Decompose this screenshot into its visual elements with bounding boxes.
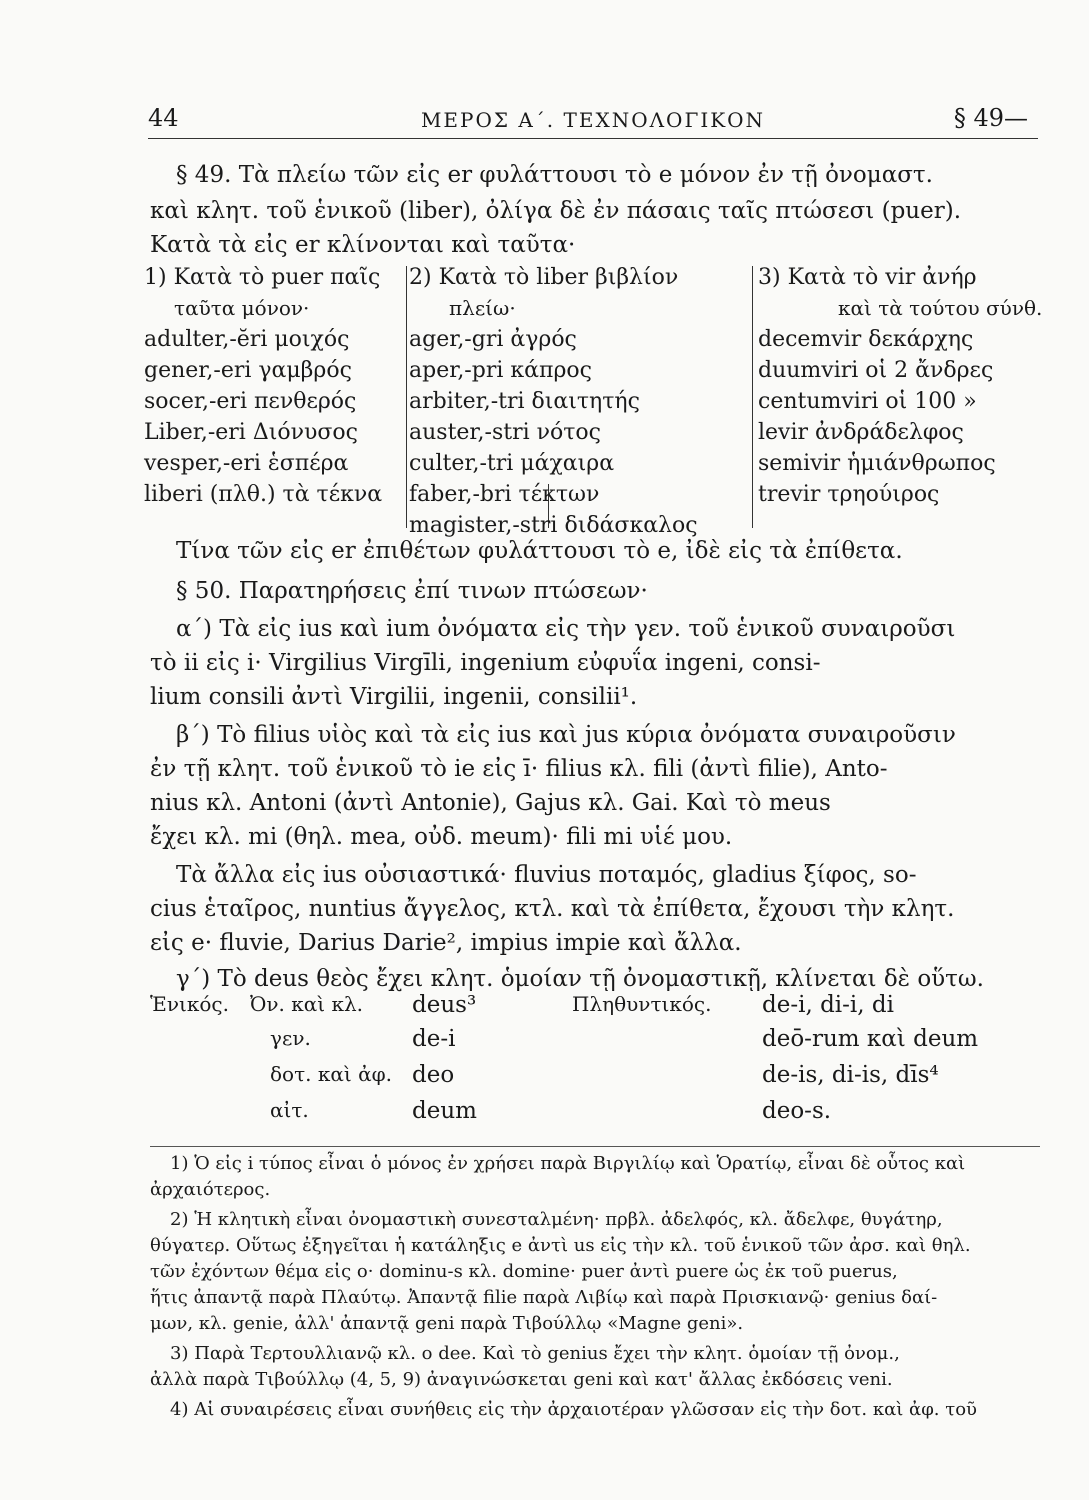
case-label: Ὀν. καὶ κλ. bbox=[250, 992, 364, 1016]
deus-declension bbox=[150, 992, 1050, 1132]
para50-b-line1: β΄) Τὸ filius υἱὸς καὶ τὰ εἰς ius καὶ jus κύρια ὀνόματα συναιροῦσιν bbox=[176, 722, 956, 748]
para49-line3: Κατὰ τὰ εἰς er κλίνονται καὶ ταῦτα· bbox=[150, 232, 576, 258]
plural-form: deo-s. bbox=[762, 1098, 832, 1124]
para50-b-line7: εἰς e· fluvie, Darius Darie², impius impie καὶ ἄλλα. bbox=[150, 930, 742, 956]
footnote-rule bbox=[150, 1146, 1040, 1147]
footnote-2-cont: θύγατερ. Οὕτως ἐξηγεῖται ἡ κατάληξις e ἀντὶ us εἰς τὴν κλ. τοῦ ἑνικοῦ τῶν ἀρσ. καὶ θηλ. bbox=[150, 1235, 971, 1256]
para50-b-line5: Τὰ ἄλλα εἰς ius οὐσιαστικά· fluvius ποταμός, gladius ξίφος, so- bbox=[176, 862, 917, 888]
footnote-3-cont: ἀλλὰ παρὰ Τιβούλλῳ (4, 5, 9) ἀναγινώσκεται geni καὶ κατ' ἄλλας ἐκδόσεις veni. bbox=[150, 1369, 893, 1390]
footnote-2-cont: ἥτις ἀπαντᾷ παρὰ Πλαύτῳ. Ἀπαντᾷ filie παρὰ Λιβίῳ καὶ παρὰ Πρισκιανῷ· genius δαί- bbox=[150, 1287, 938, 1308]
column-subheading: ταῦτα μόνον· bbox=[174, 296, 310, 320]
plural-form: de-is, di-is, dīs⁴ bbox=[762, 1062, 939, 1088]
declension-table-er bbox=[144, 262, 1044, 538]
table-row: Liber,-eri Διόνυσος bbox=[144, 420, 358, 445]
column-heading: 1) Κατὰ τὸ puer παῖς bbox=[144, 265, 381, 290]
table-row: adulter,-ĕri μοιχός bbox=[144, 327, 350, 352]
plural-form: de-i, di-i, di bbox=[762, 992, 894, 1018]
table-row: decemvir δεκάρχης bbox=[758, 327, 974, 352]
table-vertical-rule bbox=[406, 266, 407, 528]
case-label: γεν. bbox=[270, 1026, 311, 1050]
singular-form: deum bbox=[412, 1098, 477, 1124]
para50-b-line6: cius ἑταῖρος, nuntius ἄγγελος, κτλ. καὶ τὰ ἐπίθετα, ἔχουσι τὴν κλητ. bbox=[150, 896, 955, 922]
para50-c-line1: γ΄) Τὸ deus θεὸς ἔχει κλητ. ὁμοίαν τῇ ὀνομαστικῇ, κλίνεται δὲ οὕτω. bbox=[176, 966, 984, 992]
column-subheading: καὶ τὰ τούτου σύνθ. bbox=[838, 296, 1043, 320]
after-table-note: Τίνα τῶν εἰς er ἐπιθέτων φυλάττουσι τὸ e, ἰδὲ εἰς τὰ ἐπίθετα. bbox=[176, 538, 903, 564]
table-row: aper,-pri κάπρος bbox=[409, 358, 592, 383]
footnote-2-cont: μων, κλ. genie, ἀλλ' ἀπαντᾷ geni παρὰ Τιβούλλῳ «Magne geni». bbox=[150, 1313, 744, 1334]
singular-form: de-i bbox=[412, 1026, 456, 1052]
footnote-4: 4) Αἱ συναιρέσεις εἶναι συνήθεις εἰς τὴν ἀρχαιοτέραν γλῶσσαν εἰς τὴν δοτ. καὶ ἀφ. τοῦ bbox=[170, 1399, 977, 1420]
footnote-1-cont: ἀρχαιότερος. bbox=[150, 1179, 271, 1200]
plural-form: deō-rum καὶ deum bbox=[762, 1026, 979, 1052]
para50-b-line2: ἐν τῇ κλητ. τοῦ ἑνικοῦ τὸ ie εἰς ī· filius κλ. fili (ἀντὶ filie), Anto- bbox=[150, 756, 888, 782]
table-row: duumviri οἱ 2 ἄνδρες bbox=[758, 358, 994, 383]
declension-row bbox=[150, 1098, 1050, 1132]
footnote-3: 3) Παρὰ Τερτουλλιανῷ κλ. o dee. Καὶ τὸ genius ἔχει τὴν κλητ. ὁμοίαν τῇ ὀνομ., bbox=[170, 1343, 900, 1364]
singular-form: deo bbox=[412, 1062, 455, 1088]
table-column-vir bbox=[758, 262, 1048, 510]
para50-a-line1: α΄) Τὰ εἰς ius καὶ ium ὀνόματα εἰς τὴν γεν. τοῦ ἑνικοῦ συναιροῦσι bbox=[176, 616, 956, 642]
para49-line2: καὶ κλητ. τοῦ ἑνικοῦ (liber), ὀλίγα δὲ ἐν πάσαις ταῖς πτώσεσι (puer). bbox=[150, 198, 962, 224]
para50-b-line4: ἔχει κλ. mi (θηλ. mea, οὐδ. meum)· fili mi υἱέ μου. bbox=[150, 824, 733, 850]
declension-row bbox=[150, 1026, 1050, 1060]
singular-form: deus³ bbox=[412, 992, 477, 1018]
para49-line1: § 49. Τὰ πλείω τῶν εἰς er φυλάττουσι τὸ e μόνον ἐν τῇ ὀνομαστ. bbox=[176, 162, 933, 188]
page-number: 44 bbox=[148, 104, 179, 132]
para50-b-line3: nius κλ. Antoni (ἀντὶ Antonie), Gajus κλ. Gai. Καὶ τὸ meus bbox=[150, 790, 831, 816]
running-section: § 49— bbox=[953, 104, 1028, 132]
table-row: semivir ἡμιάνθρωπος bbox=[758, 451, 996, 476]
running-title: ΜΕΡΟΣ Α΄. ΤΕΧΝΟΛΟΓΙΚΟΝ bbox=[420, 108, 766, 132]
table-row: faber,-bri τέκτων bbox=[409, 482, 600, 507]
table-row: levir ἀνδράδελφος bbox=[758, 420, 964, 445]
column-heading: 3) Κατὰ τὸ vir ἀνήρ bbox=[758, 265, 977, 290]
table-row: centumviri οἱ 100 » bbox=[758, 389, 977, 414]
case-label: αἰτ. bbox=[270, 1098, 309, 1122]
table-row: arbiter,-tri διαιτητής bbox=[409, 389, 640, 414]
column-heading: 2) Κατὰ τὸ liber βιβλίον bbox=[409, 265, 679, 290]
singular-label: Ἑνικός. bbox=[150, 992, 229, 1016]
case-label: δοτ. καὶ ἀφ. bbox=[270, 1062, 392, 1086]
footnote-2-cont: τῶν ἐχόντων θέμα εἰς o· dominu-s κλ. domine· puer ἀντὶ puere ὡς ἐκ τοῦ puerus, bbox=[150, 1261, 898, 1282]
para50-a-line2: τὸ ii εἰς i· Virgilius Virgīli, ingenium εὐφυΐα ingeni, consi- bbox=[150, 650, 821, 676]
table-row: culter,-tri μάχαιρα bbox=[409, 451, 615, 476]
para50-a-line3: lium consili ἀντὶ Virgilii, ingenii, consilii¹. bbox=[150, 684, 638, 710]
footnote-1: 1) Ὁ εἰς i τύπος εἶναι ὁ μόνος ἐν χρήσει παρὰ Βιργιλίῳ καὶ Ὁρατίῳ, εἶναι δὲ οὗτος καὶ bbox=[170, 1153, 966, 1174]
header-rule bbox=[148, 138, 1038, 139]
table-vertical-rule bbox=[752, 266, 753, 528]
table-column-liber bbox=[409, 262, 751, 541]
footnote-2: 2) Ἡ κλητικὴ εἶναι ὀνομαστικὴ συνεσταλμένη· πρβλ. ἀδελφός, κλ. ἄδελφε, θυγάτηρ, bbox=[170, 1209, 943, 1230]
table-row: auster,-stri νότος bbox=[409, 420, 601, 445]
table-row: ager,-gri ἀγρός bbox=[409, 327, 577, 352]
table-row: magister,-stri διδάσκαλος bbox=[409, 513, 698, 538]
table-row: vesper,-eri ἑσπέρα bbox=[144, 451, 349, 476]
table-row: gener,-eri γαμβρός bbox=[144, 358, 352, 383]
column-subheading: πλείω· bbox=[449, 296, 516, 320]
plural-label: Πληθυντικός. bbox=[572, 992, 712, 1016]
table-row: trevir τρηούιρος bbox=[758, 482, 940, 507]
table-row: liberi (πλθ.) τὰ τέκνα bbox=[144, 482, 383, 507]
table-column-puer bbox=[144, 262, 406, 510]
table-row: socer,-eri πενθερός bbox=[144, 389, 357, 414]
declension-row bbox=[150, 1062, 1050, 1096]
para50-heading: § 50. Παρατηρήσεις ἐπί τινων πτώσεων· bbox=[176, 578, 648, 604]
running-head bbox=[148, 104, 1038, 140]
declension-row bbox=[150, 992, 1050, 1026]
